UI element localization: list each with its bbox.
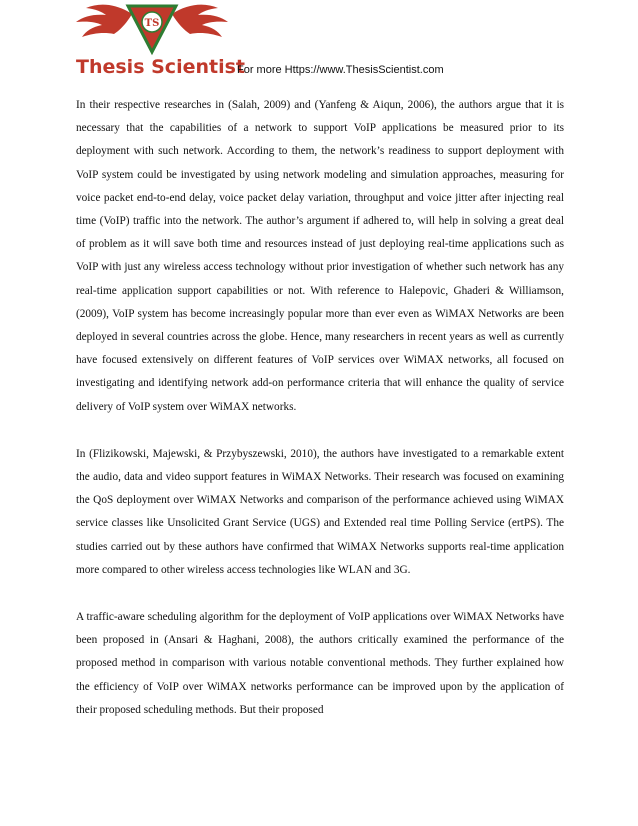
svg-text:TS: TS (144, 18, 160, 29)
winged-shield-emblem-icon (62, 0, 242, 62)
thesis-scientist-logo (62, 0, 245, 82)
document-body (76, 94, 564, 722)
paragraph-2: In (Flizikowski, Majewski, & Przybyszewski, 2010), the authors have investigated to a remarkable extent the audio, data and video support features in WiMAX Networks. Their research was focused on examining the QoS deployment over WiMAX Networks and comparison of the performance achieved using WiMAX service classes like Unsolicited Grant Service (UGS) and Extended real time Polling Service (ertPS). The studies carried out by these authors have confirmed that WiMAX Networks supports real-time application more compared to other wireless access technologies like WLAN and 3G. (76, 447, 564, 576)
page-header (0, 0, 638, 90)
brand-name: Thesis Scientist (76, 56, 245, 78)
paragraph-1: In their respective researches in (Salah, 2009) and (Yanfeng & Aiqun, 2006), the authors argue that it is necessary that the capabilities of a network to support VoIP applications be measured prior to its deployment with such network. According to them, the network’s readiness to support deployment with VoIP system could be investigated by using network modeling and simulation approaches, measuring for voice packet end-to-end delay, voice packet delay variation, throughput and voice jitter after injecting real time (VoIP) traffic into the network. The author’s argument if adhered to, will help in solving a great deal of problem as it will save both time and resources instead of just deploying real-time applications such as VoIP with just any wireless access technology without prior investigation of whether such network has any real-time application support capabilities or not. With reference to Halepovic, Ghaderi & Williamson, (2009), VoIP system has become increasingly popular more than ever even as WiMAX Networks are been deployed in several countries across the globe. Hence, many researchers in recent years as well as currently have focused extensively on different features of VoIP services over WiMAX networks, all focused on investigating and identifying network add-on performance criteria that will enhance the quality of service delivery of VoIP system over WiMAX networks. (76, 99, 564, 413)
website-link[interactable]: For more Https://www.ThesisScientist.com (237, 64, 444, 76)
paragraph-3: A traffic-aware scheduling algorithm for the deployment of VoIP applications over WiMAX Networks have been proposed in (Ansari & Haghani, 2008), the authors critically examined the performance of the proposed method in comparison with various notable conventional methods. They further explained how the efficiency of VoIP over WiMAX networks performance can be improved upon by the application of their proposed scheduling methods. But their proposed (76, 611, 564, 716)
